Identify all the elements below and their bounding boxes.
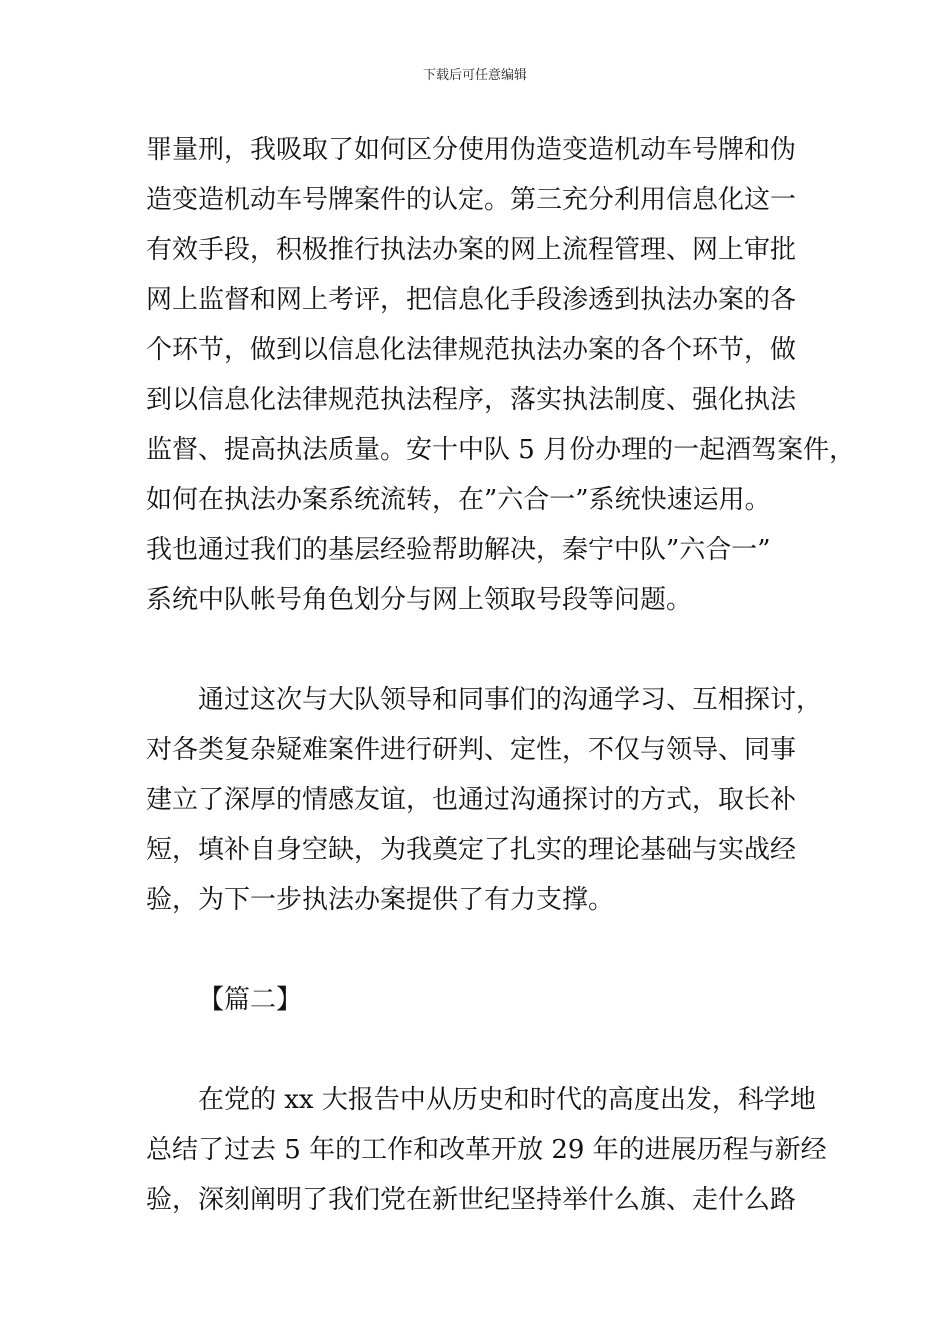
text-line: 短，填补自身空缺，为我奠定了扎实的理论基础与实战经 [146,835,797,865]
text-line: 通过这次与大队领导和同事们的沟通学习、互相探讨， [198,685,823,715]
text-line: 验，为下一步执法办案提供了有力支撑。 [146,885,615,915]
text-line: 我也通过我们的基层经验帮助解决，秦宁中队”六合一” [146,535,771,565]
text-line: 监督、提高执法质量。安十中队 5 月份办理的一起酒驾案件， [146,435,856,465]
text-line: 系统中队帐号角色划分与网上领取号段等问题。 [146,585,693,615]
text-line: 有效手段，积极推行执法办案的网上流程管理、网上审批 [146,235,797,265]
text-line: 到以信息化法律规范执法程序，落实执法制度、强化执法 [146,385,797,415]
text-line: 验，深刻阐明了我们党在新世纪坚持举什么旗、走什么路 [146,1185,797,1215]
text-line: 总结了过去 5 年的工作和改革开放 29 年的进展历程与新经 [146,1135,827,1165]
text-line: 造变造机动车号牌案件的认定。第三充分利用信息化这一 [146,185,797,215]
text-line: 在党的 xx 大报告中从历史和时代的高度出发，科学地 [198,1085,816,1115]
text-line: 罪量刑，我吸取了如何区分使用伪造变造机动车号牌和伪 [146,135,797,165]
text-line: 个环节，做到以信息化法律规范执法办案的各个环节，做 [146,335,797,365]
section-heading: 【篇二】 [198,985,303,1015]
text-line: 如何在执法办案系统流转，在”六合一”系统快速运用。 [146,485,771,515]
page-header-note: 下载后可任意编辑 [422,68,527,83]
text-line: 对各类复杂疑难案件进行研判、定性，不仅与领导、同事 [146,735,797,765]
text-line: 网上监督和网上考评，把信息化手段渗透到执法办案的各 [146,285,797,315]
text-line: 建立了深厚的情感友谊，也通过沟通探讨的方式，取长补 [146,785,797,815]
